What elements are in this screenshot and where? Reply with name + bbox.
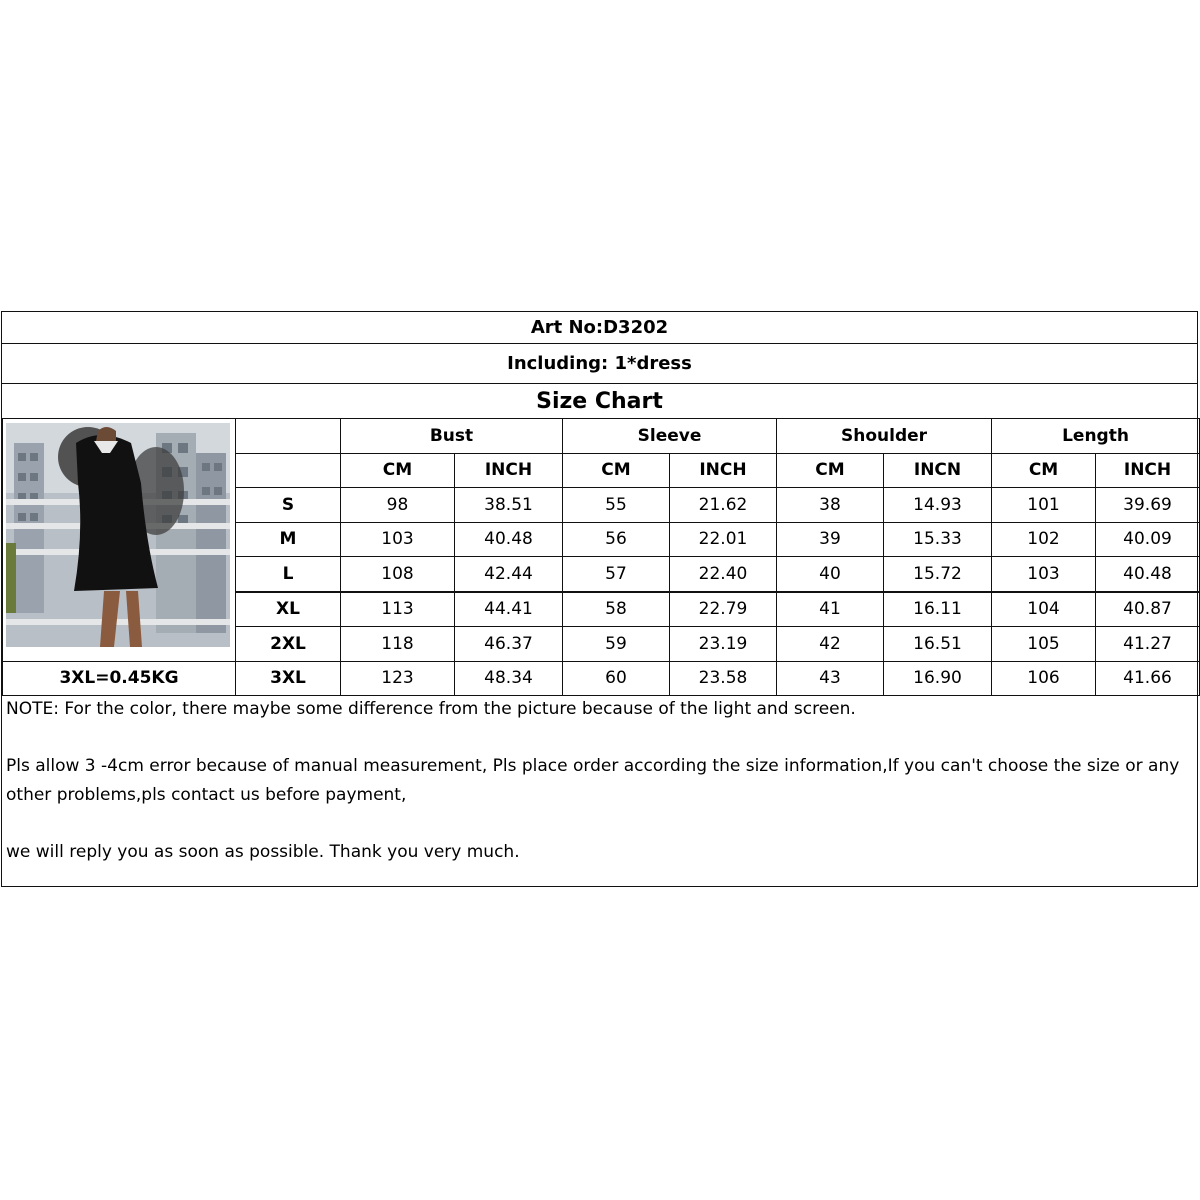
table-cell: 39	[777, 522, 884, 557]
table-cell: 15.72	[884, 557, 992, 592]
table-cell: 22.79	[670, 592, 777, 627]
unit-header: CM	[992, 453, 1096, 488]
table-cell: 39.69	[1096, 488, 1200, 523]
table-cell: 113	[341, 592, 455, 627]
table-cell: 56	[563, 522, 670, 557]
table-cell: 38	[777, 488, 884, 523]
size-label: 2XL	[236, 627, 341, 662]
table-cell: 102	[992, 522, 1096, 557]
table-row	[3, 661, 1200, 696]
size-label: L	[236, 557, 341, 592]
table-cell: 55	[563, 488, 670, 523]
table-cell: 16.11	[884, 592, 992, 627]
table-cell: 105	[992, 627, 1096, 662]
table-cell: 42	[777, 627, 884, 662]
group-header-shoulder: Shoulder	[777, 419, 992, 454]
note-color: NOTE: For the color, there maybe some difference from the picture because of the light and screen.	[6, 699, 856, 719]
size-table	[2, 418, 1200, 696]
empty-size-header-cell	[236, 453, 341, 488]
table-cell: 59	[563, 627, 670, 662]
table-cell: 46.37	[455, 627, 563, 662]
table-cell: 48.34	[455, 661, 563, 696]
art-number: Art No:D3202	[2, 312, 1197, 344]
group-header-sleeve: Sleeve	[563, 419, 777, 454]
note-reply: we will reply you as soon as possible. Thank you very much.	[6, 842, 520, 862]
table-cell: 58	[563, 592, 670, 627]
table-cell: 14.93	[884, 488, 992, 523]
table-cell: 123	[341, 661, 455, 696]
notes-section	[6, 695, 1194, 867]
size-label: XL	[236, 592, 341, 627]
table-cell: 40.09	[1096, 522, 1200, 557]
table-cell: 21.62	[670, 488, 777, 523]
table-cell: 40.48	[455, 522, 563, 557]
table-cell: 41	[777, 592, 884, 627]
table-cell: 40.48	[1096, 557, 1200, 592]
group-header-bust: Bust	[341, 419, 563, 454]
size-label: M	[236, 522, 341, 557]
table-cell: 108	[341, 557, 455, 592]
table-cell: 40	[777, 557, 884, 592]
table-cell: 44.41	[455, 592, 563, 627]
table-cell: 106	[992, 661, 1096, 696]
table-cell: 38.51	[455, 488, 563, 523]
table-cell: 16.90	[884, 661, 992, 696]
group-header-row	[3, 419, 1200, 454]
size-label: S	[236, 488, 341, 523]
table-cell: 103	[992, 557, 1096, 592]
unit-header: INCH	[1096, 453, 1200, 488]
table-cell: 101	[992, 488, 1096, 523]
table-cell: 98	[341, 488, 455, 523]
weight-note: 3XL=0.45KG	[3, 661, 236, 696]
including-line: Including: 1*dress	[2, 344, 1197, 384]
unit-header: INCN	[884, 453, 992, 488]
unit-header: CM	[777, 453, 884, 488]
group-header-length: Length	[992, 419, 1200, 454]
size-chart-title: Size Chart	[2, 384, 1197, 419]
table-cell: 118	[341, 627, 455, 662]
size-label: 3XL	[236, 661, 341, 696]
table-cell: 57	[563, 557, 670, 592]
table-cell: 40.87	[1096, 592, 1200, 627]
unit-header: CM	[563, 453, 670, 488]
unit-header: INCH	[670, 453, 777, 488]
size-chart-sheet	[1, 311, 1198, 887]
table-cell: 43	[777, 661, 884, 696]
unit-header: CM	[341, 453, 455, 488]
photo-illustration	[6, 423, 230, 647]
table-cell: 15.33	[884, 522, 992, 557]
table-cell: 103	[341, 522, 455, 557]
table-cell: 42.44	[455, 557, 563, 592]
model-in-black-dress-photo	[6, 423, 230, 647]
table-cell: 23.58	[670, 661, 777, 696]
table-cell: 22.40	[670, 557, 777, 592]
empty-corner-cell	[236, 419, 341, 454]
unit-header: INCH	[455, 453, 563, 488]
table-cell: 16.51	[884, 627, 992, 662]
table-cell: 104	[992, 592, 1096, 627]
note-measurement: Pls allow 3 -4cm error because of manual measurement, Pls place order according the size information,If you can't choose the size or any other problems,pls contact us before payment,	[6, 756, 1180, 805]
table-cell: 41.66	[1096, 661, 1200, 696]
table-cell: 22.01	[670, 522, 777, 557]
table-cell: 23.19	[670, 627, 777, 662]
product-photo-cell	[3, 419, 236, 662]
table-cell: 41.27	[1096, 627, 1200, 662]
table-cell: 60	[563, 661, 670, 696]
